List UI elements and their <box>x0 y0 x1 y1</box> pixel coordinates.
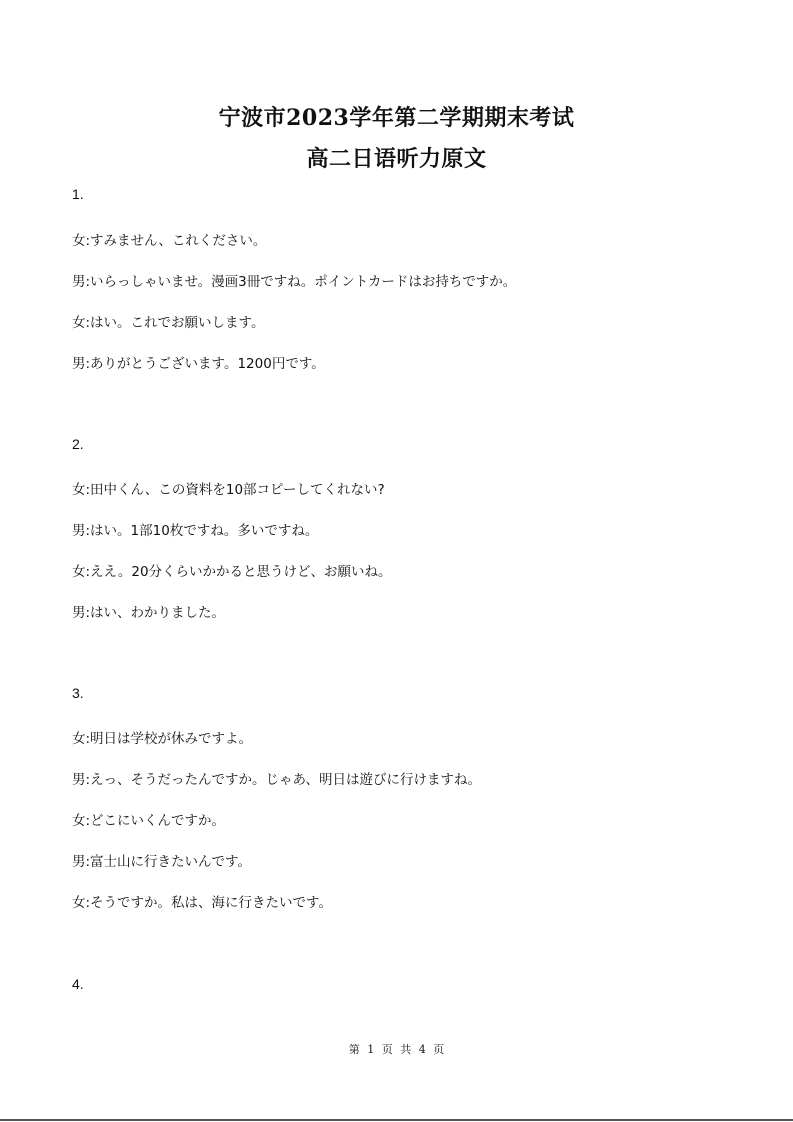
dialogue-line: 男:ありがとうございます。1200円です。 <box>72 356 325 372</box>
question-number-1: 1. <box>72 186 84 202</box>
dialogue-line: 女:どこにいくんですか。 <box>72 813 226 829</box>
dialogue-line: 女:すみません、これください。 <box>72 233 267 249</box>
dialogue-line: 女:明日は学校が休みですよ。 <box>72 731 253 747</box>
dialogue-line: 女:そうですか。私は、海に行きたいです。 <box>72 895 332 911</box>
bottom-divider <box>0 1119 793 1121</box>
question-number-4: 4. <box>72 976 84 992</box>
dialogue-line: 男:えっ、そうだったんですか。じゃあ、明日は遊びに行けますね。 <box>72 772 482 788</box>
dialogue-line: 女:はい。これでお願いします。 <box>72 315 265 331</box>
dialogue-line: 男:はい、わかりました。 <box>72 605 226 621</box>
dialogue-line: 女:田中くん、この資料を10部コピーしてくれない? <box>72 482 385 498</box>
dialogue-line: 男:はい。1部10枚ですね。多いですね。 <box>72 523 319 539</box>
dialogue-line: 女:ええ。20分くらいかかると思うけど、お願いね。 <box>72 564 392 580</box>
page-subtitle: 高二日语听力原文 <box>306 146 487 172</box>
question-number-2: 2. <box>72 436 84 452</box>
dialogue-line: 男:いらっしゃいませ。漫画3冊ですね。ポイントカードはお持ちですか。 <box>72 274 517 290</box>
question-number-3: 3. <box>72 685 84 701</box>
dialogue-line: 男:富士山に行きたいんです。 <box>72 854 251 870</box>
page-title: 宁波市2023学年第二学期期末考试 <box>218 105 575 131</box>
page-footer: 第 1 页 共 4 页 <box>348 1043 445 1056</box>
